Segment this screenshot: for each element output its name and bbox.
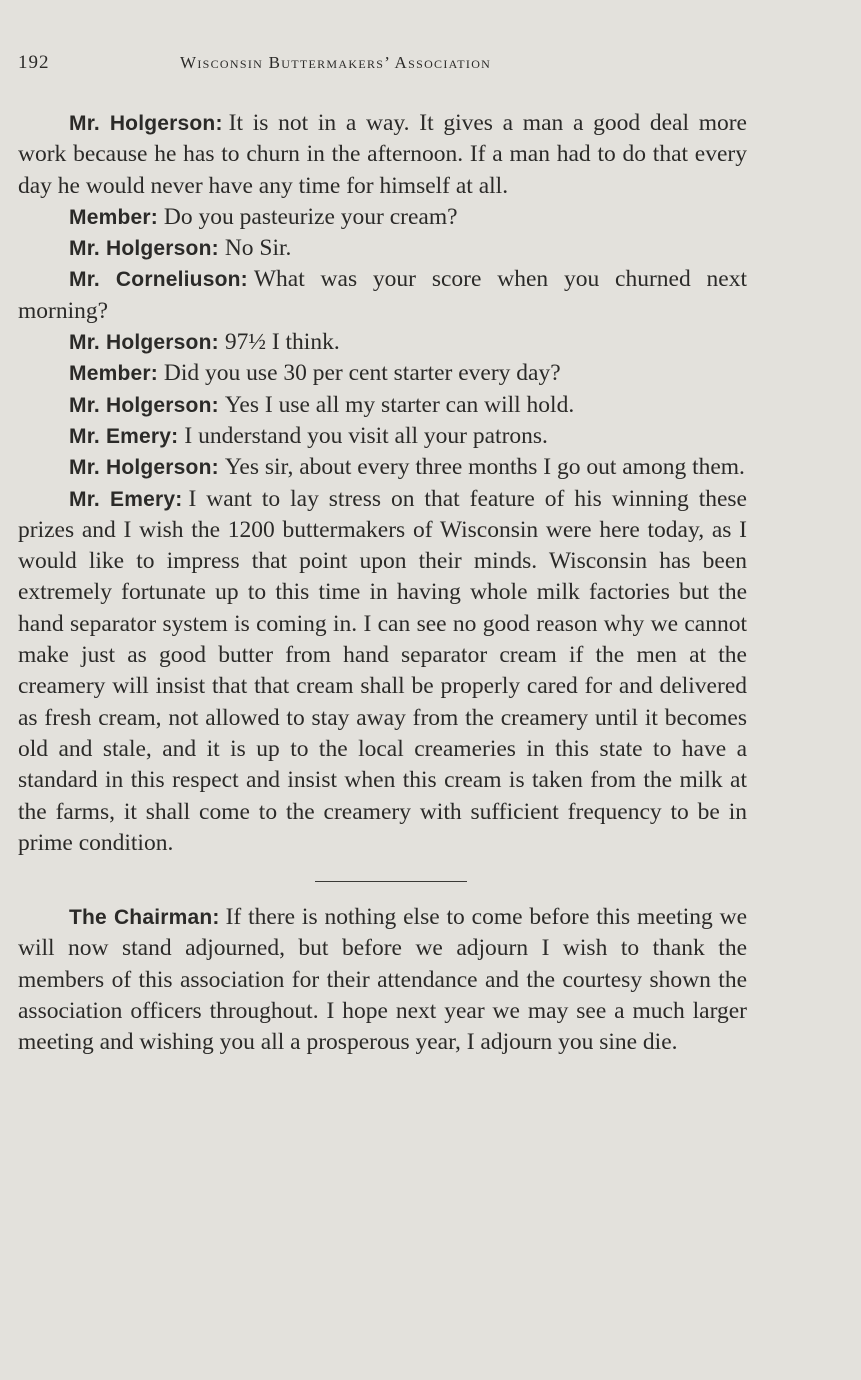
dialogue-paragraph [18,202,747,233]
speaker-name: Mr. Emery: [69,424,179,448]
dialogue-paragraph [18,484,747,860]
speech-text: What was your score when you churned next morning? [18,266,747,324]
closing-paragraph [18,902,747,1058]
speech-text: If there is nothing else to come before this meeting we will now stand adjourned, but before we adjourn I wish to thank the members of this association for their attendance and the courtesy shown the association officers throughout. I hope next year we may see a much larger meeting and wishing you all a prosperous year, I adjourn you sine die. [18,904,748,1056]
dialogue-paragraph [18,264,747,327]
speaker-name: The Chairman: [69,906,220,930]
speaker-name: Mr. Emery: [69,487,183,511]
dialogue-paragraph [18,327,747,358]
speaker-name: Mr. Holgerson: [69,112,223,135]
dialogue-paragraph [18,452,747,483]
speaker-name: Mr. Holgerson: [69,237,219,261]
transcript-body [18,108,747,1059]
speech-text: It is not in a way. It gives a man a good deal more work because he has to churn in the afternoon. If a man had to do that every day he would never have any time for himself at all. [18,110,747,199]
speech-text: Did you use 30 per cent starter every day? [163,360,561,387]
section-divider [315,881,467,882]
speech-text: Yes sir, about every three months I go out among them. [224,454,745,481]
dialogue-paragraph [18,421,747,452]
speech-text: Do you pasteurize your cream? [163,203,458,230]
speaker-name: Mr. Holgerson: [69,393,219,417]
dialogue-paragraph [18,358,747,389]
running-head [18,52,758,82]
speaker-name: Mr. Holgerson: [69,331,219,355]
dialogue-paragraph [18,390,747,421]
running-title: Wisconsin Buttermakers’ Association [180,53,492,72]
speaker-name: Member: [69,205,158,229]
dialogue-paragraph [18,233,747,264]
page-number: 192 [18,52,50,73]
speech-text: 97½ I think. [224,329,340,356]
speaker-name: Mr. Holgerson: [69,456,219,480]
dialogue-paragraph [18,108,747,202]
speech-text: No Sir. [224,235,292,262]
speaker-name: Member: [69,362,158,386]
speech-text: Yes I use all my starter can will hold. [224,391,575,418]
speech-text: I understand you visit all your patrons. [184,422,548,449]
speaker-name: Mr. Corneliuson: [69,268,248,292]
speech-text: I want to lay stress on that feature of his winning these prizes and I wish the 1200 buttermakers of Wisconsin were here today, as I would like to impress that point upon their minds. Wisconsin has been extremely fortunate up to this time in having whole milk factories but the hand separator system is coming in. I can see no good reason why we cannot make just as good butter from hand separator cream if the men at the creamery will insist that that cream shall be properly cared for and delivered as fresh cream, not allowed to stay away from the creamery until it becomes old and stale, and it is up to the local creameries in this state to have a standard in this respect and insist when this cream is taken from the milk at the farms, it shall come to the creamery with sufficient frequency to be in prime condition. [18,485,747,856]
